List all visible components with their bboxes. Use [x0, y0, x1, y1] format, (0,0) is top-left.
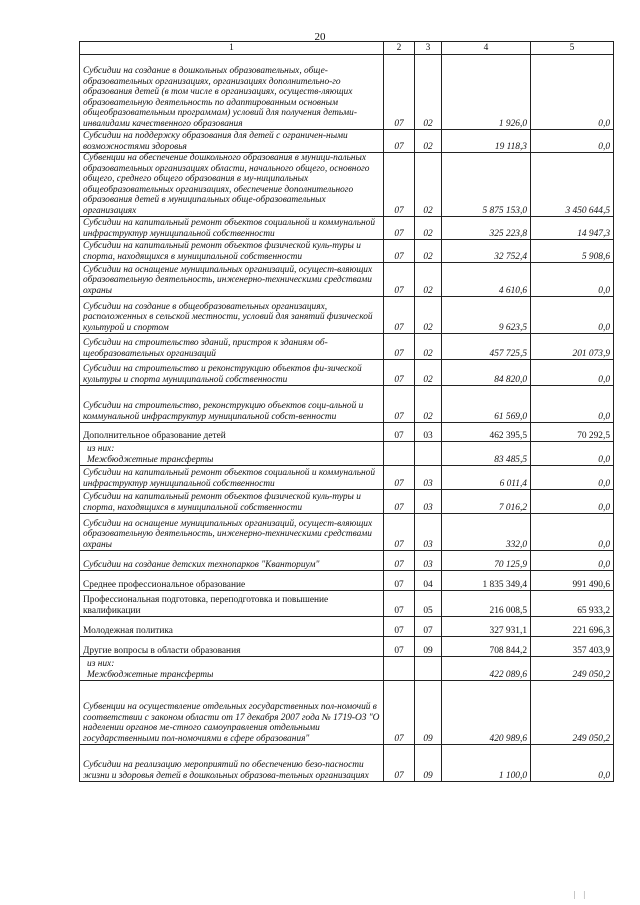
- row-amount-2: 0,0: [531, 297, 614, 334]
- row-amount-2: 70 292,5: [531, 423, 614, 442]
- row-subsection: 02: [415, 217, 442, 240]
- row-name: Субсидии на создание детских технопарков "Кванториум": [80, 551, 384, 571]
- row-amount-2: 14 947,3: [531, 217, 614, 240]
- table-row: [80, 386, 614, 423]
- row-amount-2: 0,0: [531, 551, 614, 571]
- row-name: Субвенции на обеспечение дошкольного образования в муници-пальных образовательных организациях области, начального общего, основного общего, среднего общего образования в му-ниципальных общеобразовательных организациях, обеспечение дополнительного образования детей в муниципальных обще-образовательных организациях: [80, 153, 384, 217]
- row-subsection: 02: [415, 55, 442, 130]
- row-amount-2: 249 050,2: [531, 657, 614, 681]
- row-subsection: 02: [415, 263, 442, 297]
- row-section: 07: [384, 130, 415, 153]
- row-section: 07: [384, 681, 415, 745]
- row-amount-2: 3 450 644,5: [531, 153, 614, 217]
- row-subsection: 02: [415, 334, 442, 360]
- row-name: Субвенции на осуществление отдельных государственных пол-номочий в соответствии с законом области от 17 декабря 2007 года № 1719-ОЗ "О наделении органов ме-стного самоуправления отдельными государственными пол-номочиями в сфере образования": [80, 681, 384, 745]
- table-row: [80, 360, 614, 386]
- row-amount-2: 0,0: [531, 442, 614, 466]
- row-amount-2: 0,0: [531, 55, 614, 130]
- row-subsection: 05: [415, 591, 442, 617]
- row-name: Профессиональная подготовка, переподготовка и повышение квалификации: [80, 591, 384, 617]
- row-section: 07: [384, 745, 415, 782]
- header-col-1: 1: [80, 42, 384, 55]
- row-amount-2: 201 073,9: [531, 334, 614, 360]
- table-row: [80, 466, 614, 490]
- table-row: [80, 153, 614, 217]
- row-name: Субсидии на оснащение муниципальных организаций, осущест-вляющих образовательную деятельность, инженерно-техническими средствами охраны: [80, 514, 384, 551]
- row-amount-1: 32 752,4: [442, 240, 531, 263]
- row-subname: Межбюджетные трансферты: [87, 454, 214, 465]
- row-amount-1: 83 485,5: [442, 442, 531, 466]
- table-row: [80, 130, 614, 153]
- row-amount-2: 221 696,3: [531, 617, 614, 637]
- row-name: [80, 442, 384, 466]
- row-subsection: 09: [415, 681, 442, 745]
- row-subsection: [415, 657, 442, 681]
- row-subsection: 09: [415, 637, 442, 657]
- header-row: [80, 42, 614, 55]
- row-name: Субсидии на создание в общеобразовательных организациях, расположенных в сельской местности, условий для занятий физической культурой и спортом: [80, 297, 384, 334]
- row-name: Субсидии на создание в дошкольных образовательных, обще-образовательных организациях, организациях дополнительно-го образования детей (в том числе в организациях, осуществ-ляющих образовательную деятельность по адаптированным основным общеобразовательным программам) условий для получения детьми-инвалидами качественного образования: [80, 55, 384, 130]
- table-row: [80, 657, 614, 681]
- row-subsection: 02: [415, 240, 442, 263]
- header-col-5: 5: [531, 42, 614, 55]
- row-amount-2: 0,0: [531, 263, 614, 297]
- row-name: Другие вопросы в области образования: [80, 637, 384, 657]
- row-section: 07: [384, 617, 415, 637]
- table-row: [80, 334, 614, 360]
- row-amount-2: 0,0: [531, 386, 614, 423]
- row-section: 07: [384, 571, 415, 591]
- table-row: [80, 551, 614, 571]
- row-subsection: 02: [415, 130, 442, 153]
- row-section: 07: [384, 514, 415, 551]
- row-section: 07: [384, 490, 415, 514]
- row-amount-2: 0,0: [531, 466, 614, 490]
- table-row: [80, 514, 614, 551]
- row-name: Субсидии на капитальный ремонт объектов физической куль-туры и спорта, находящихся в муниципальной собственности: [80, 240, 384, 263]
- row-subsection: 02: [415, 360, 442, 386]
- row-subsection: 02: [415, 153, 442, 217]
- header-col-4: 4: [442, 42, 531, 55]
- row-amount-2: 5 908,6: [531, 240, 614, 263]
- row-amount-1: 1 835 349,4: [442, 571, 531, 591]
- table-row: [80, 681, 614, 745]
- table-row: [80, 423, 614, 442]
- row-amount-1: 6 011,4: [442, 466, 531, 490]
- table-row: [80, 617, 614, 637]
- row-amount-1: 462 395,5: [442, 423, 531, 442]
- row-amount-1: 70 125,9: [442, 551, 531, 571]
- row-amount-1: 4 610,6: [442, 263, 531, 297]
- row-name: Субсидии на поддержку образования для детей с ограничен-ными возможностями здоровья: [80, 130, 384, 153]
- row-name: Среднее профессиональное образование: [80, 571, 384, 591]
- header-col-2: 2: [384, 42, 415, 55]
- row-subsection: 03: [415, 490, 442, 514]
- row-name: Субсидии на строительство зданий, пристроя к зданиям об-щеобразовательных организаций: [80, 334, 384, 360]
- table-row: [80, 297, 614, 334]
- row-subsection: 03: [415, 423, 442, 442]
- row-amount-2: 357 403,9: [531, 637, 614, 657]
- row-subsection: [415, 442, 442, 466]
- row-amount-1: 1 926,0: [442, 55, 531, 130]
- row-subsection: 03: [415, 551, 442, 571]
- row-subname: Межбюджетные трансферты: [87, 669, 214, 680]
- budget-table: [79, 41, 614, 782]
- row-subsection: 02: [415, 386, 442, 423]
- row-section: 07: [384, 263, 415, 297]
- row-amount-2: 0,0: [531, 490, 614, 514]
- row-name: Субсидии на капитальный ремонт объектов физической куль-туры и спорта, находящихся в муниципальной собственности: [80, 490, 384, 514]
- row-name: Субсидии на капитальный ремонт объектов социальной и коммунальной инфраструктур муниципальной собственности: [80, 466, 384, 490]
- row-amount-2: 0,0: [531, 360, 614, 386]
- row-section: 07: [384, 240, 415, 263]
- row-name: Субсидии на капитальный ремонт объектов социальной и коммунальной инфраструктур муниципальной собственности: [80, 217, 384, 240]
- table-row: [80, 442, 614, 466]
- row-name: Дополнительное образование детей: [80, 423, 384, 442]
- row-amount-2: 0,0: [531, 130, 614, 153]
- row-amount-1: 325 223,8: [442, 217, 531, 240]
- row-name: Субсидии на строительство и реконструкцию объектов фи-зической культуры и спорта муниципальной собственности: [80, 360, 384, 386]
- table-row: [80, 240, 614, 263]
- row-amount-1: 7 016,2: [442, 490, 531, 514]
- row-amount-2: 65 933,2: [531, 591, 614, 617]
- row-section: 07: [384, 466, 415, 490]
- row-section: 07: [384, 334, 415, 360]
- table-row: [80, 745, 614, 782]
- row-name: Субсидии на строительство, реконструкцию объектов соци-альной и коммунальной инфраструктур муниципальной собст-венности: [80, 386, 384, 423]
- row-subsection: 07: [415, 617, 442, 637]
- row-amount-1: 332,0: [442, 514, 531, 551]
- table-row: [80, 591, 614, 617]
- row-amount-1: 9 623,5: [442, 297, 531, 334]
- row-sublabel: из них:: [87, 659, 115, 669]
- row-name: [80, 657, 384, 681]
- table-row: [80, 55, 614, 130]
- row-subsection: 04: [415, 571, 442, 591]
- row-amount-1: 457 725,5: [442, 334, 531, 360]
- row-name: Субсидии на реализацию мероприятий по обеспечению безо-пасности жизни и здоровья детей в дошкольных образова-тельных организациях: [80, 745, 384, 782]
- row-section: 07: [384, 217, 415, 240]
- row-amount-1: 61 569,0: [442, 386, 531, 423]
- row-subsection: 09: [415, 745, 442, 782]
- row-amount-1: 327 931,1: [442, 617, 531, 637]
- row-name: Молодежная политика: [80, 617, 384, 637]
- row-subsection: 03: [415, 514, 442, 551]
- row-name: Субсидии на оснащение муниципальных организаций, осущест-вляющих образовательную деятельность, инженерно-техническими средствами охраны: [80, 263, 384, 297]
- row-section: [384, 657, 415, 681]
- row-amount-1: 5 875 153,0: [442, 153, 531, 217]
- row-amount-1: 19 118,3: [442, 130, 531, 153]
- row-section: 07: [384, 423, 415, 442]
- row-amount-1: 420 989,6: [442, 681, 531, 745]
- table-row: [80, 263, 614, 297]
- table-body: [80, 55, 614, 782]
- row-section: 07: [384, 637, 415, 657]
- row-section: 07: [384, 551, 415, 571]
- row-section: 07: [384, 591, 415, 617]
- table-row: [80, 571, 614, 591]
- row-section: 07: [384, 297, 415, 334]
- row-section: 07: [384, 386, 415, 423]
- table-row: [80, 217, 614, 240]
- row-amount-1: 1 100,0: [442, 745, 531, 782]
- table-row: [80, 637, 614, 657]
- footer-mark: | |: [573, 890, 588, 899]
- row-amount-1: 708 844,2: [442, 637, 531, 657]
- row-subsection: 02: [415, 297, 442, 334]
- row-sublabel: из них:: [87, 444, 115, 454]
- row-subsection: 03: [415, 466, 442, 490]
- header-col-3: 3: [415, 42, 442, 55]
- row-amount-1: 216 008,5: [442, 591, 531, 617]
- row-section: 07: [384, 153, 415, 217]
- page-number: 20: [314, 31, 326, 43]
- row-amount-2: 991 490,6: [531, 571, 614, 591]
- row-section: [384, 442, 415, 466]
- row-amount-2: 0,0: [531, 745, 614, 782]
- row-section: 07: [384, 55, 415, 130]
- row-amount-2: 0,0: [531, 514, 614, 551]
- row-amount-1: 84 820,0: [442, 360, 531, 386]
- table-row: [80, 490, 614, 514]
- row-amount-2: 249 050,2: [531, 681, 614, 745]
- row-section: 07: [384, 360, 415, 386]
- row-amount-1: 422 089,6: [442, 657, 531, 681]
